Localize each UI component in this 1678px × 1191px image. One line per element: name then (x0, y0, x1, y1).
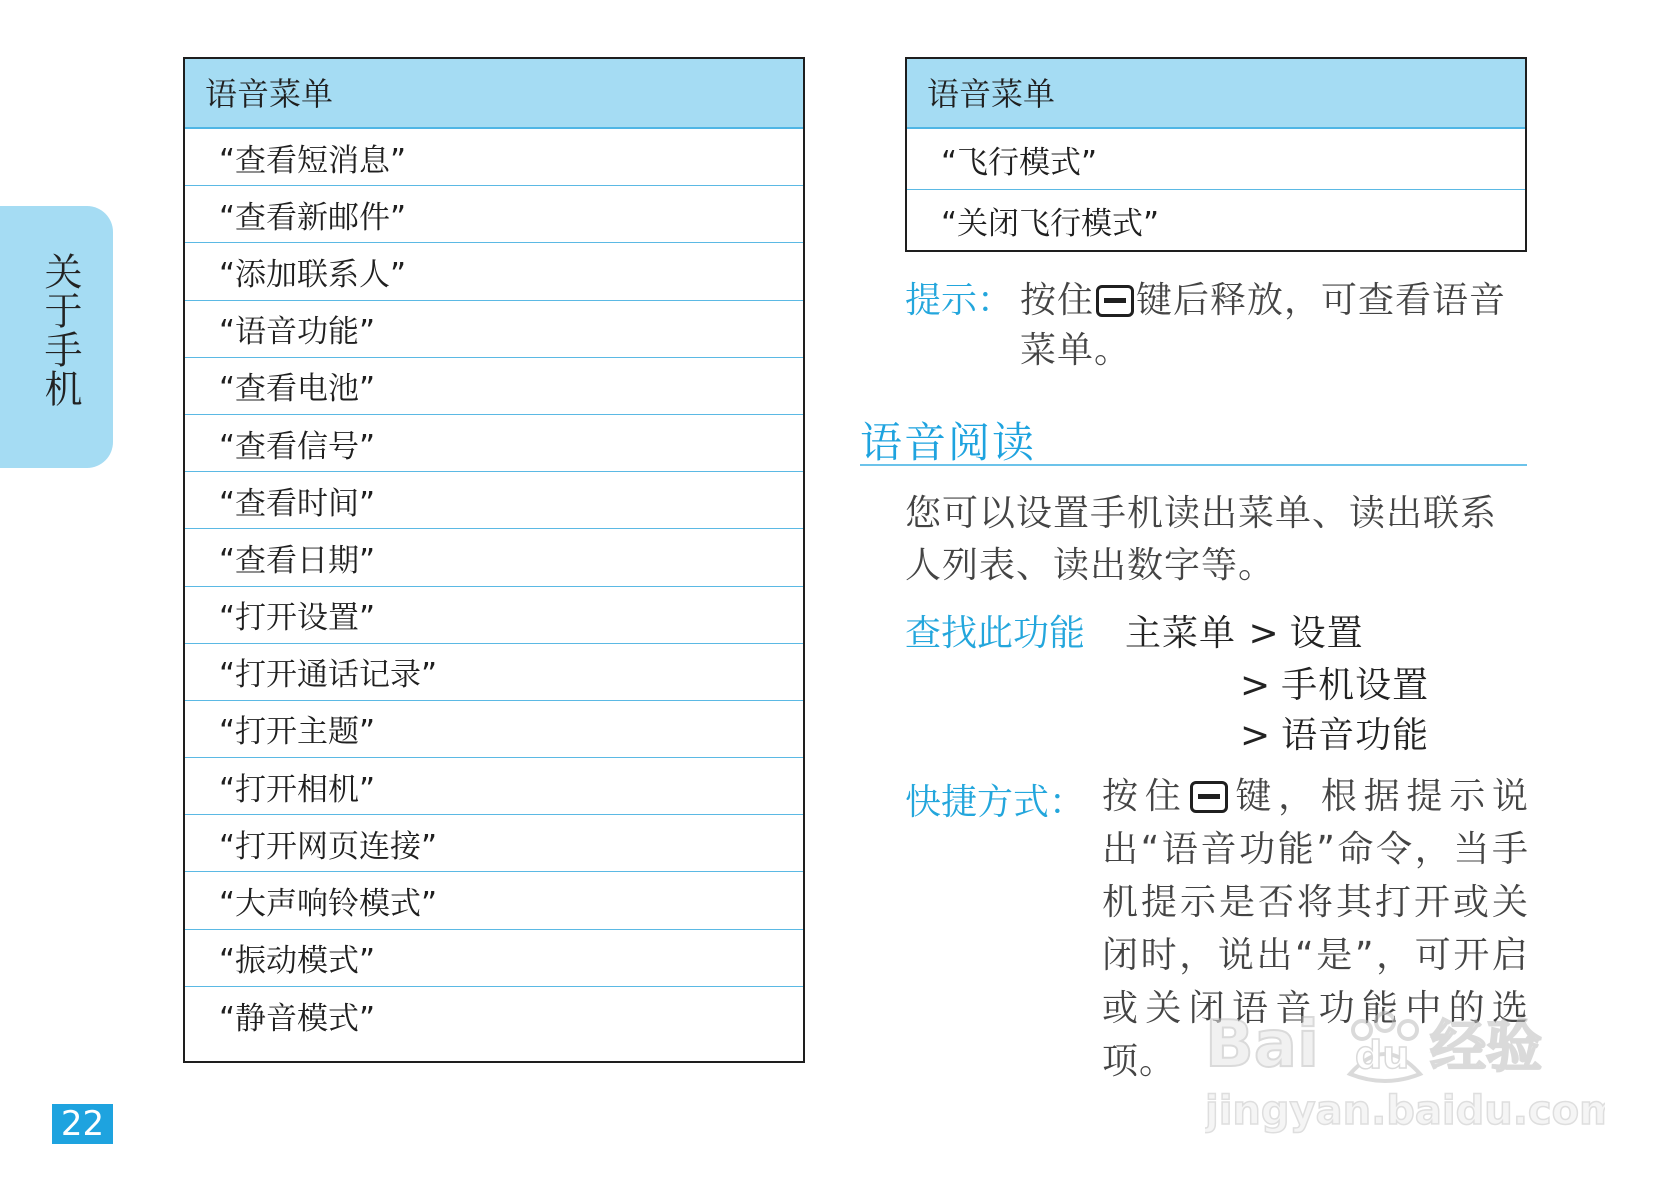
tip-text (1020, 276, 1528, 376)
menu-path-line (1240, 657, 1429, 708)
voice-menu-table-right (905, 57, 1527, 252)
hang-up-key-icon (1096, 285, 1134, 317)
table-row: “添加联系人” (185, 243, 803, 300)
table-row: “查看新邮件” (185, 186, 803, 243)
side-tab-label: 关于手机 (38, 252, 82, 408)
menu-path-line (1125, 605, 1364, 656)
shortcut-text-before: 按住 (1102, 776, 1188, 817)
page-number: 22 (52, 1104, 113, 1144)
table-row: “查看日期” (185, 529, 803, 586)
menu-path-step: 手机设置 (1281, 665, 1430, 706)
menu-path-step: 主菜单 (1125, 613, 1237, 654)
table-row: “打开网页连接” (185, 815, 803, 872)
svg-text:jingyan.baidu.com: jingyan.baidu.com (1205, 1088, 1605, 1134)
table-row: “飞行模式” (907, 129, 1525, 190)
svg-text:Bai: Bai (1205, 1008, 1319, 1082)
menu-path-line (1240, 707, 1429, 758)
hang-up-key-icon (1190, 781, 1228, 813)
baidu-watermark-logo (1205, 1000, 1605, 1140)
table-row: “振动模式” (185, 930, 803, 987)
table-header: 语音菜单 (907, 59, 1525, 129)
path-separator: > (1240, 715, 1272, 756)
table-row: “查看信号” (185, 415, 803, 472)
section-title: 语音阅读 (860, 418, 1037, 467)
table-header: 语音菜单 (185, 59, 803, 129)
table-row: “关闭飞行模式” (941, 206, 1160, 242)
svg-text:du: du (1355, 1033, 1410, 1077)
section-divider (860, 464, 1527, 466)
tip-text-after: 键后释放，可查看语音菜单。 (1020, 280, 1507, 371)
path-separator: > (1240, 665, 1272, 706)
table-row: “打开设置” (185, 587, 803, 644)
menu-path-step: 语音功能 (1281, 715, 1430, 756)
voice-menu-table-left (183, 57, 805, 1063)
table-row: “大声响铃模式” (185, 872, 803, 929)
table-row: “打开通话记录” (185, 644, 803, 701)
menu-path-step: 设置 (1289, 613, 1364, 654)
shortcut-text-after: 键，根据提示说出“语音功能”命令，当手机提示是否将其打开或关闭时，说出“是”，可开启或关闭语音功能中的选项。 (1102, 776, 1529, 1082)
tip-label: 提示： (905, 280, 1014, 321)
table-row: “查看时间” (185, 472, 803, 529)
section-body-text: 您可以设置手机读出菜单、读出联系人列表、读出数字等。 (905, 493, 1498, 586)
svg-text:经验: 经验 (1430, 1015, 1542, 1080)
side-tab (0, 206, 113, 468)
table-row: “静音模式” (219, 1000, 376, 1037)
baidu-watermark (1205, 1000, 1605, 1140)
shortcut-label: 快捷方式： (905, 782, 1086, 823)
table-row: “打开相机” (185, 758, 803, 815)
path-separator: > (1248, 613, 1280, 654)
tip-text-before: 按住 (1020, 280, 1095, 321)
table-row: “查看短消息” (185, 129, 803, 186)
table-row: “打开主题” (185, 701, 803, 758)
find-feature-label: 查找此功能 (905, 613, 1086, 654)
table-row: “语音功能” (185, 301, 803, 358)
table-row: “查看电池” (185, 358, 803, 415)
